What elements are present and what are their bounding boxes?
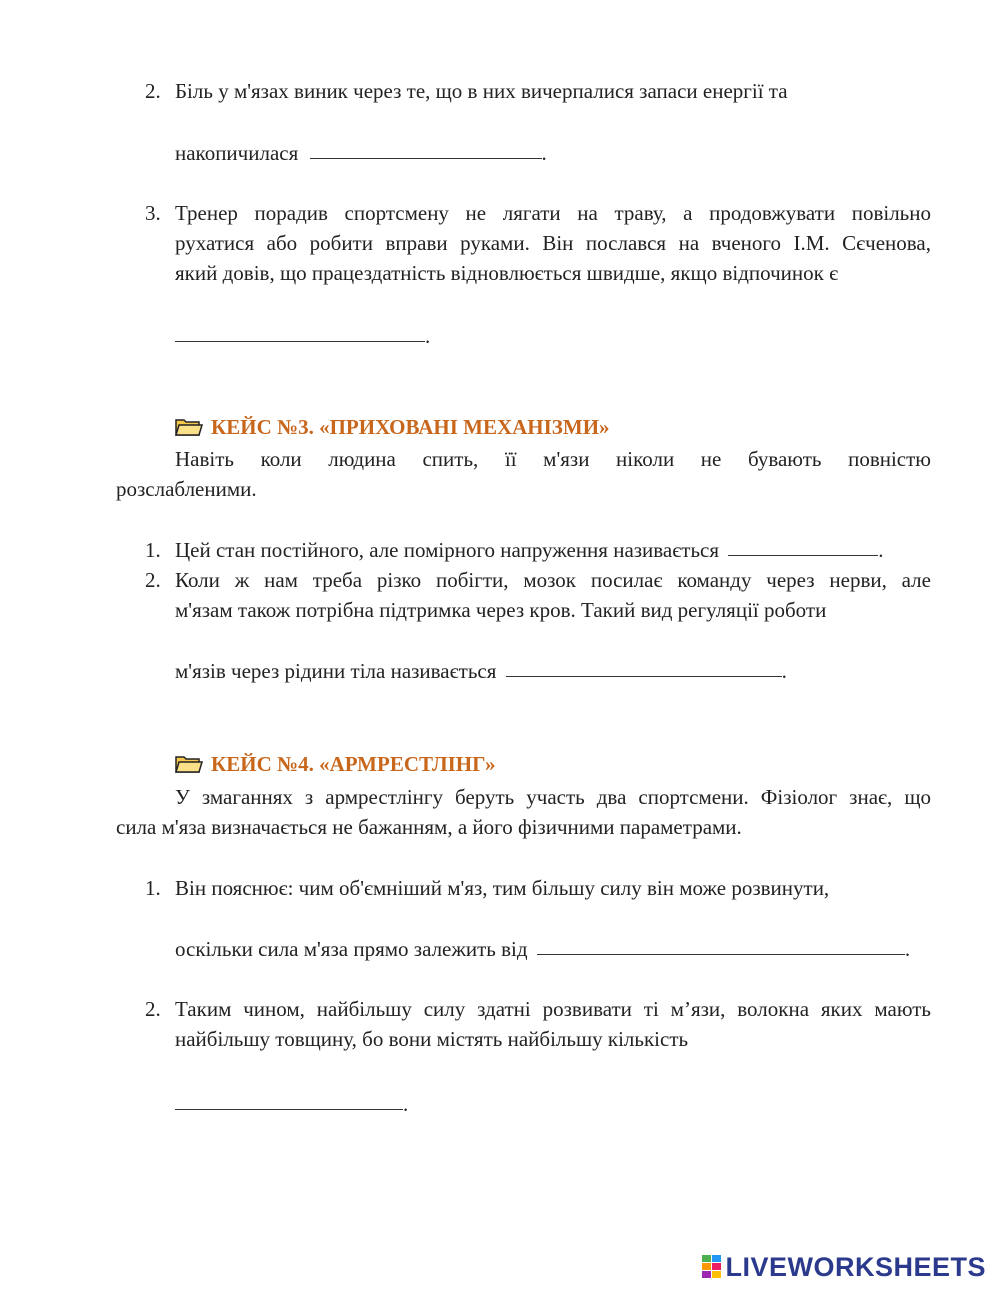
list-number: 1. bbox=[145, 538, 161, 562]
question-text: який довів, що працездатність відновлюється швидше, якщо відпочинок є bbox=[175, 261, 839, 285]
answer-line bbox=[175, 321, 430, 351]
answer-blank[interactable] bbox=[506, 656, 782, 677]
answer-input[interactable] bbox=[175, 326, 425, 346]
punctuation: . bbox=[781, 659, 787, 683]
question-text: м'язам також потрібна підтримка через кров. Такий вид регуляції роботи bbox=[175, 598, 827, 622]
question-text: Коли ж нам треба різко побігти, мозок посилає команду через нерви, але bbox=[175, 568, 931, 592]
folder-icon bbox=[175, 415, 203, 435]
punctuation: . bbox=[904, 937, 911, 961]
answer-input[interactable] bbox=[175, 1094, 403, 1114]
question-text: Він пояснює: чим об'ємніший м'яз, тим більшу силу він може розвинути, bbox=[175, 876, 830, 900]
question-text: Цей стан постійного, але помірного напруження називається bbox=[175, 538, 720, 562]
answer-blank[interactable] bbox=[310, 138, 542, 159]
case3-intro: Навіть коли людина спить, її м'язи ніколи не бувають повністю bbox=[175, 447, 931, 471]
punctuation: . bbox=[541, 141, 547, 165]
question-text: накопичилася bbox=[175, 141, 299, 165]
list-number: 1. bbox=[145, 876, 161, 900]
question-text-with-blank bbox=[175, 934, 910, 964]
answer-blank[interactable] bbox=[175, 321, 425, 342]
question-text-with-blank bbox=[175, 138, 547, 168]
punctuation: . bbox=[403, 1092, 409, 1116]
answer-line bbox=[175, 1089, 408, 1119]
question-text: найбільшу товщину, бо вони містять найбільшу кількість bbox=[175, 1027, 689, 1051]
answer-blank[interactable] bbox=[175, 1089, 403, 1110]
case3-title: КЕЙС №3. «ПРИХОВАНІ МЕХАНІЗМИ» bbox=[211, 415, 610, 439]
punctuation: . bbox=[425, 324, 431, 348]
case4-intro: У змаганнях з армрестлінгу беруть участь два спортсмени. Фізіолог знає, що bbox=[175, 785, 931, 809]
question-text: рухатися або робити вправи руками. Він послався на вченого І.М. Сєченова, bbox=[175, 231, 931, 255]
answer-input[interactable] bbox=[506, 661, 782, 681]
list-number: 2. bbox=[145, 79, 161, 103]
question-text: оскільки сила м'яза прямо залежить від bbox=[175, 937, 528, 961]
folder-icon bbox=[175, 752, 203, 772]
case3-heading bbox=[175, 412, 610, 442]
punctuation: . bbox=[878, 538, 884, 562]
question-text-with-blank bbox=[175, 535, 884, 565]
question-text: Біль у м'язах виник через те, що в них вичерпалися запаси енергії та bbox=[175, 79, 788, 103]
liveworksheets-logo[interactable] bbox=[702, 1252, 986, 1283]
case4-intro: сила м'яза визначається не бажанням, а його фізичними параметрами. bbox=[116, 815, 742, 839]
answer-input[interactable] bbox=[310, 143, 542, 163]
list-number: 2. bbox=[145, 997, 161, 1021]
case4-title: КЕЙС №4. «АРМРЕСТЛІНГ» bbox=[211, 752, 496, 776]
case4-heading bbox=[175, 749, 495, 779]
case3-intro: розслабленими. bbox=[116, 477, 257, 501]
answer-blank[interactable] bbox=[728, 535, 878, 556]
logo-icon bbox=[702, 1255, 722, 1279]
question-text: Тренер порадив спортсмену не лягати на траву, а продовжувати повільно bbox=[175, 201, 931, 225]
question-text-with-blank bbox=[175, 656, 787, 686]
brand-name: LIVEWORKSHEETS bbox=[725, 1252, 986, 1282]
answer-blank[interactable] bbox=[537, 934, 905, 955]
list-number: 2. bbox=[145, 568, 161, 592]
list-number: 3. bbox=[145, 201, 161, 225]
question-text: Таким чином, найбільшу силу здатні розвивати ті м’язи, волокна яких мають bbox=[175, 997, 931, 1021]
answer-input[interactable] bbox=[537, 939, 905, 959]
answer-input[interactable] bbox=[728, 540, 878, 560]
question-text: м'язів через рідини тіла називається bbox=[175, 659, 497, 683]
